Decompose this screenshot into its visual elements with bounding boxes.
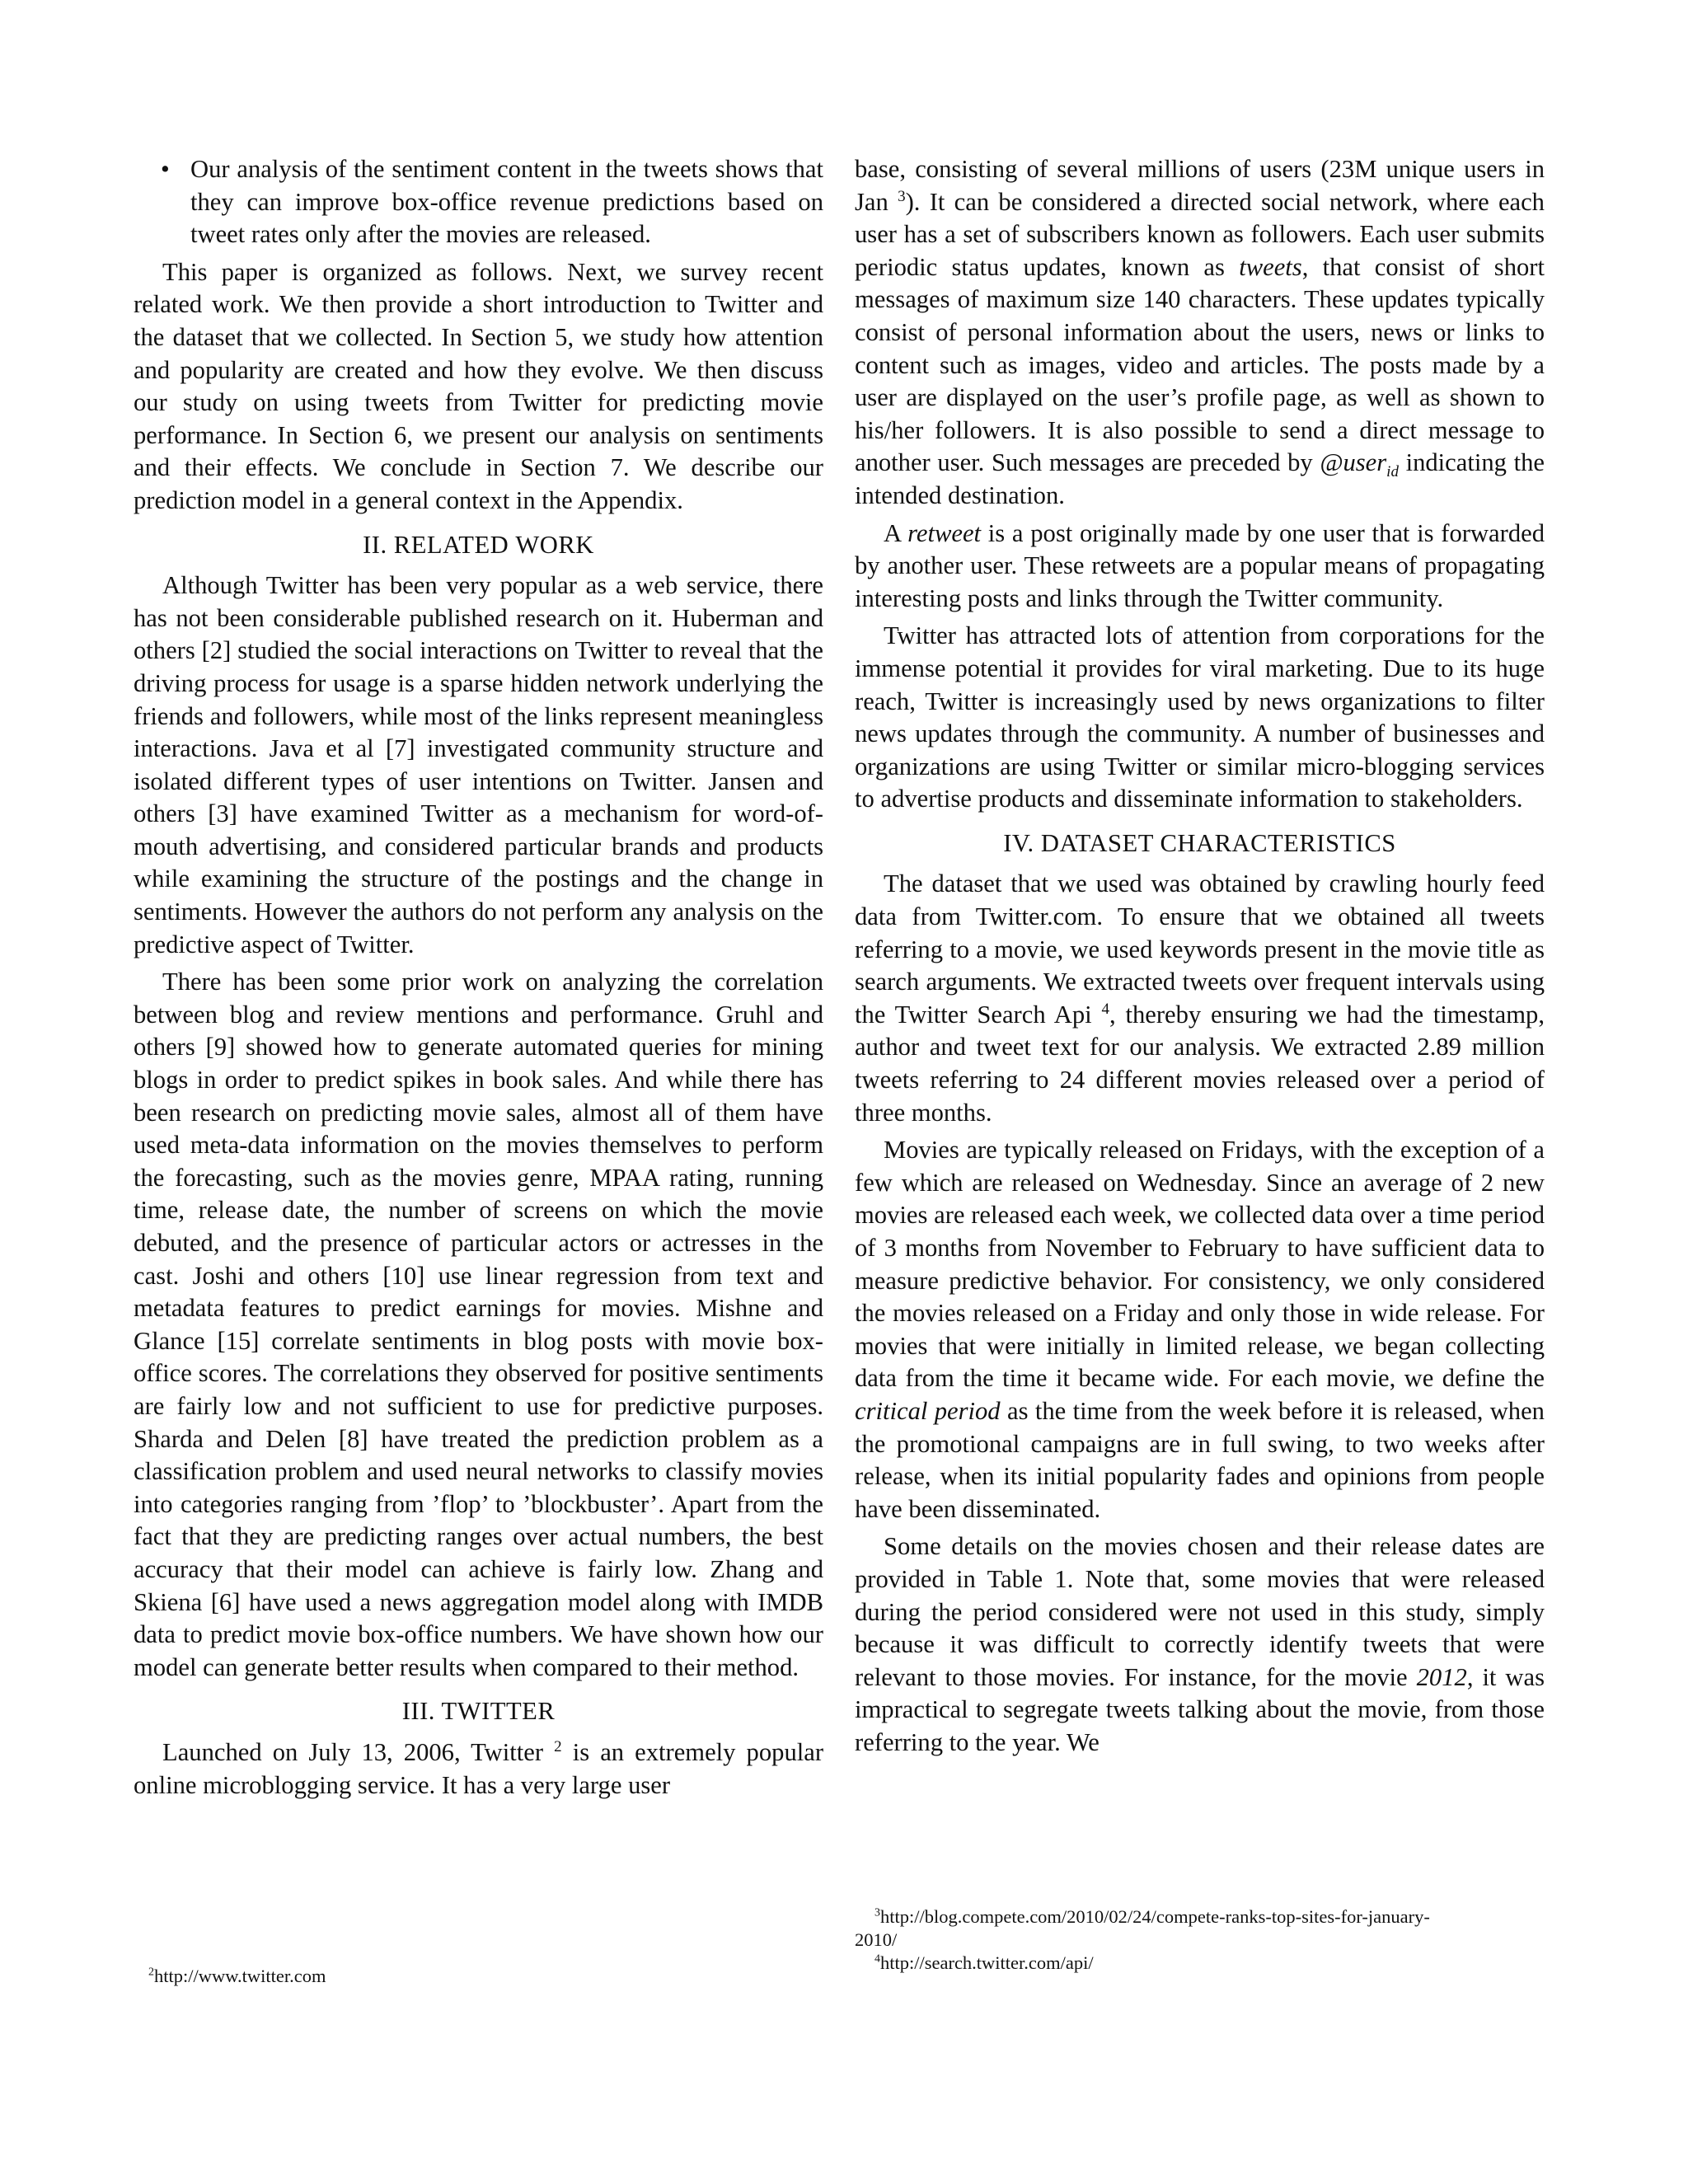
retweet-paragraph: A retweet is a post originally made by one user that is forwarded by another user. These retweets are a popular means of propagating interesting posts and links through the Twitter community. — [855, 518, 1545, 612]
attention-paragraph: Twitter has attracted lots of attention from corporations for the immense potential it provides for viral marketing. Due to its huge reach, Twitter is increasingly used by news organizations to filter news updates through the community. A number of businesses and organizations are using Twitter or similar micro-blogging services to advertise products and disseminate information to stakeholders. — [855, 621, 1545, 813]
twitter-paragraph-1: Launched on July 13, 2006, Twitter $^2$ is an extremely popular online microblogging service. It has a very large user — [134, 1737, 824, 1799]
math-user-id: @user$_{id}$ — [1320, 448, 1399, 481]
footnote-ref-4: 4 — [1101, 1000, 1109, 1018]
dataset-paragraph-2: Movies are typically released on Fridays, with the exception of a few which are released on Wednesday. Since an average of 2 new movies are released each week, we collected data over a time period of 3 months from November to February to have sufficient data to measure predictive behavior. For consistency, we only considered the movies released on a Friday and only those in wide release. For movies that were initially in limited release, we began collecting data from the time it became wide. For each movie, we define the critical period as the time from the week before it is released, when the promotional campaigns are in full swing, to two weeks after release, when its initial popularity fades and opinions from people have been disseminated. — [855, 1136, 1545, 1523]
section-heading-related-work: II. RELATED WORK — [363, 530, 594, 559]
footnote-3: $^3$http://blog.compete.com/2010/02/24/compete-ranks-top-sites-for-january- — [874, 1906, 1430, 1927]
footnote-2: $^2$http://www.twitter.com — [148, 1966, 326, 1986]
footnote-3-continued: 2010/ — [855, 1929, 898, 1950]
math-retweet: retweet — [907, 518, 982, 547]
left-column — [134, 153, 823, 1802]
related-work-paragraph-1: Although Twitter has been very popular as a web service, there has not been considerable published research on it. Huberman and others [2] studied the social interactions on Twitter to reveal that the driving process for usage is a sparse hidden network underlying the friends and followers, while most of the links represent meaningless interactions. Java et al [7] investigated community structure and isolated different types of user intentions on Twitter. Jansen and others [3] have examined Twitter as a mechanism for word-of-mouth advertising, and considered particular brands and products while examining the structure of the postings and the change in sentiments. However the authors do not perform any analysis on the predictive aspect of Twitter. — [134, 571, 823, 958]
right-column — [855, 153, 1545, 1760]
footnote-ref-3: 3 — [898, 187, 906, 205]
bullet-marker: • — [161, 155, 170, 183]
dataset-paragraph-3: Some details on the movies chosen and their release dates are provided in Table 1. Note that, some movies that were released during the period considered were not used in this study, simply because it was difficult to correctly identify tweets that were relevant to those movies. For instance, for the movie 2012, it was impractical to segregate tweets talking about the movie, from those referring to the year. We — [855, 1532, 1545, 1756]
twitter-paragraph-continued: base, consisting of several millions of users (23M unique users in Jan $^3$). It can be considered a directed social network, where each user has a set of subscribers known as followers. Each user submits periodic status updates, known as tweets, that consist of short messages of maximum size 140 characters. These updates typically consist of personal information about the users, news or links to content such as images, video and articles. The posts made by a user are displayed on the user’s profile page, as well as shown to his/her followers. It is also possible to send a direct message to another user. Such messages are preceded by @user$_{id}$ indicating the intended destination. — [855, 155, 1545, 509]
footnote-4: $^4$http://search.twitter.com/api/ — [874, 1952, 1094, 1973]
section-heading-dataset: IV. DATASET CHARACTERISTICS — [1003, 828, 1396, 857]
footnotes-right — [855, 1905, 1545, 1975]
footnote-ref-2: 2 — [554, 1737, 562, 1755]
bullet-item — [134, 153, 823, 251]
related-work-paragraph-2: There has been some prior work on analyzing the correlation between blog and review mentions and performance. Gruhl and others [9] showed how to generate automated queries for mining blogs in order to predict spikes in book sales. And while there has been research on predicting movie sales, almost all of them have used meta-data information on the movies themselves to perform the forecasting, such as the movies genre, MPAA rating, running time, release date, the number of screens on which the movie debuted, and the presence of particular actors or actresses in the cast. Joshi and others [10] use linear regression from text and metadata features to predict earnings for movies. Mishne and Glance [15] correlate sentiments in blog posts with movie box-office scores. The correlations they observed for positive sentiments are fairly low and not sufficient to use for predictive purposes. Sharda and Delen [8] have treated the prediction problem as a classification problem and used neural networks to classify movies into categories ranging from ’flop’ to ’blockbuster’. Apart from the fact that they are predicting ranges over actual numbers, the best accuracy that their model can achieve is fairly low. Zhang and Skiena [6] have used a news aggregation model along with IMDB data to predict movie box-office numbers. We have shown how our model can generate better results when compared to their method. — [134, 968, 823, 1681]
math-tweets: tweets — [1239, 252, 1302, 281]
bullet-text: Our analysis of the sentiment content in the tweets shows that they can improve box-office revenue predictions based on tweet rates only after the movies are released. — [190, 155, 823, 249]
section-heading-twitter: III. TWITTER — [401, 1697, 556, 1726]
intro-paragraph: This paper is organized as follows. Next, we survey recent related work. We then provide a short introduction to Twitter and the dataset that we collected. In Section 5, we study how attention and popularity are created and how they evolve. We then discuss our study on using tweets from Twitter for predicting movie performance. In Section 6, we present our analysis on sentiments and their effects. We conclude in Section 7. We describe our prediction model in a general context in the Appendix. — [134, 257, 823, 514]
dataset-paragraph-1: The dataset that we used was obtained by crawling hourly feed data from Twitter.com. To ensure that we obtained all tweets referring to a movie, we used keywords present in the movie title as search arguments. We extracted tweets over frequent intervals using the Twitter Search Api $^4$, thereby ensuring we had the timestamp, author and tweet text for our analysis. We extracted 2.89 million tweets referring to 24 different movies released over a period of three months. — [855, 869, 1545, 1127]
